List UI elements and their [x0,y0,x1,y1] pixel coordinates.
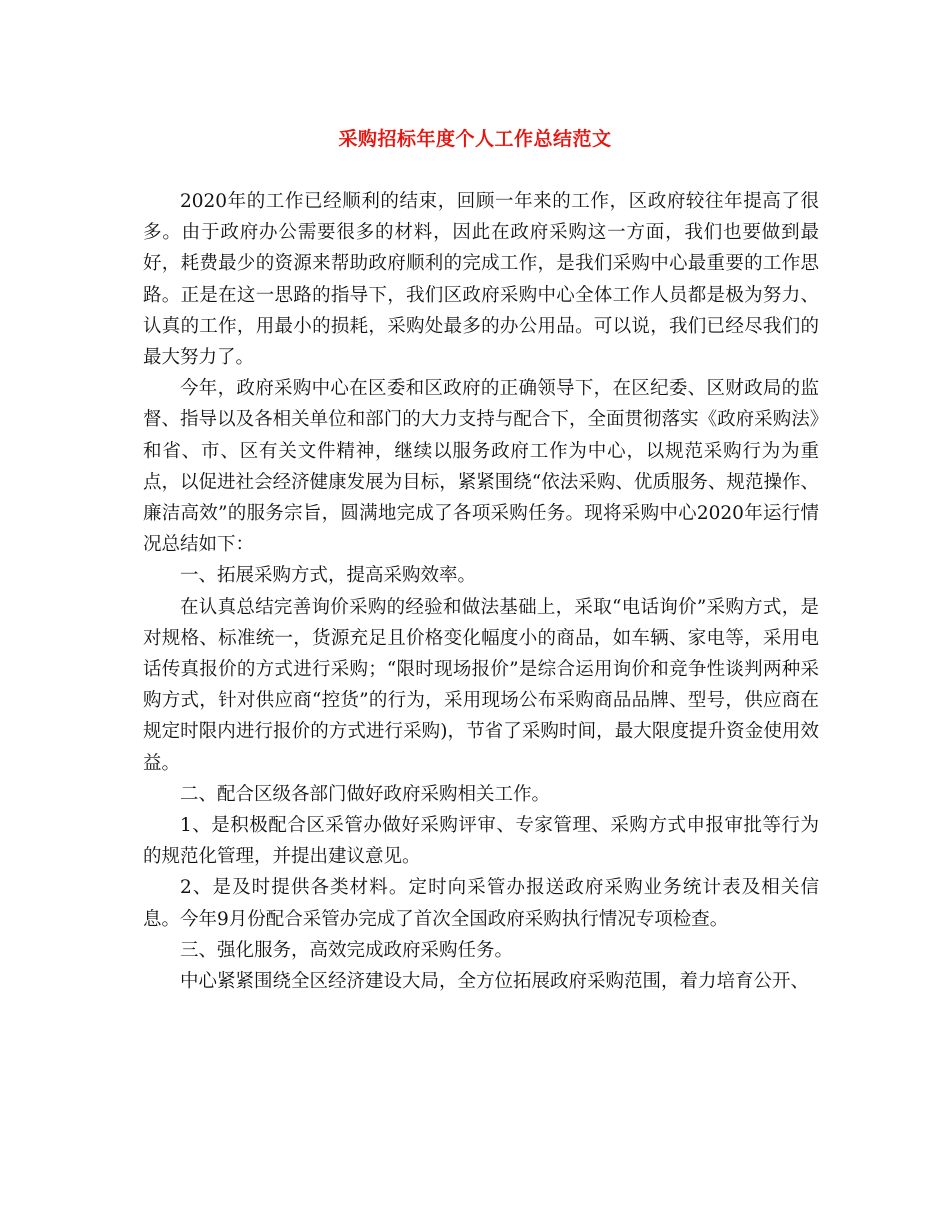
paragraph-item-1: 1、是积极配合区采管办做好采购评审、专家管理、采购方式申报审批等行为的规范化管理，并提出建议意见。 [143,815,819,868]
paragraph-item-2: 2、是及时提供各类材料。定时向采管办报送政府采购业务统计表及相关信息。今年9月份配合采管办完成了首次全国政府采购执行情况专项检查。 [143,877,819,930]
paragraph-section-3: 中心紧紧围绕全区经济建设大局，全方位拓展政府采购范围，着力培育公开、 [180,971,810,993]
paragraph-intro: 2020年的工作已经顺利的结束，回顾一年来的工作，区政府较往年提高了很多。由于政府办公需要很多的材料，因此在政府采购这一方面，我们也要做到最好，耗费最少的资源来帮助政府顺利的完成工作，是我们采购中心最重要的工作思路。正是在这一思路的指导下，我们区政府采购中心全体工作人员都是极为努力、认真的工作，用最小的损耗，采购处最多的办公用品。可以说，我们已经尽我们的最大努力了。 [143,191,819,369]
section-heading-3: 三、强化服务，高效完成政府采购任务。 [180,939,514,961]
paragraph-section-1: 在认真总结完善询价采购的经验和做法基础上，采取“电话询价”采购方式，是对规格、标准统一，货源充足且价格变化幅度小的商品，如车辆、家电等，采用电话传真报价的方式进行采购；“限时现场报价”是综合运用询价和竞争性谈判两种采购方式，针对供应商“控货”的行为，采用现场公布采购商品品牌、型号，供应商在规定时限内进行报价的方式进行采购)，节省了采购时间，最大限度提升资金使用效益。 [143,596,819,774]
section-heading-2: 二、配合区级各部门做好政府采购相关工作。 [180,783,551,805]
document-title: 采购招标年度个人工作总结范文 [338,128,612,150]
section-heading-1: 一、拓展采购方式，提高采购效率。 [180,565,477,587]
paragraph-overview: 今年，政府采购中心在区委和区政府的正确领导下，在区纪委、区财政局的监督、指导以及各相关单位和部门的大力支持与配合下，全面贯彻落实《政府采购法》和省、市、区有关文件精神，继续以服务政府工作为中心，以规范采购行为为重点，以促进社会经济健康发展为目标，紧紧围绕“依法采购、优质服务、规范操作、廉洁高效”的服务宗旨，圆满地完成了各项采购任务。现将采购中心2020年运行情况总结如下： [143,378,819,556]
document-body [143,186,819,997]
